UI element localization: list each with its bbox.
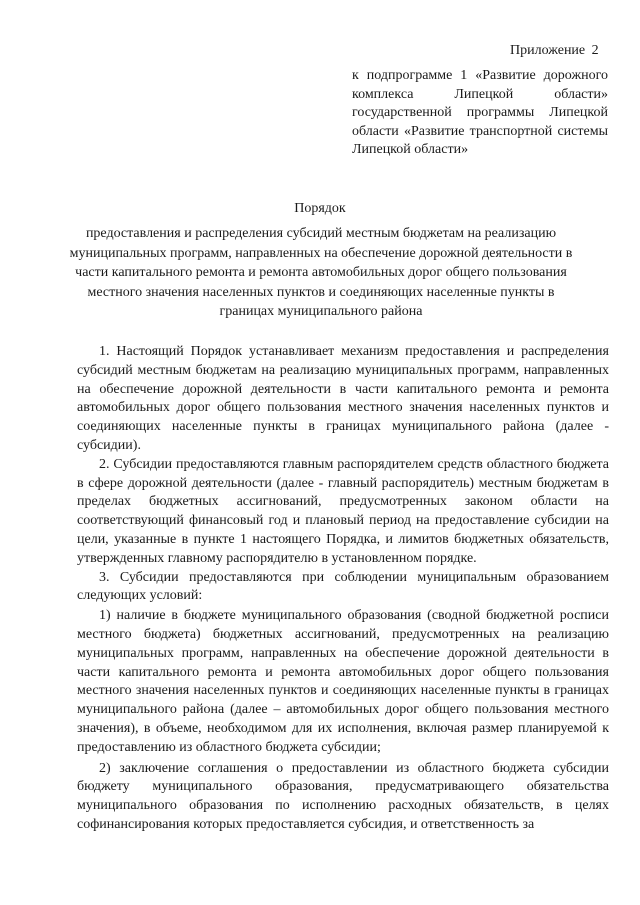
paragraph-1: 1. Настоящий Порядок устанавливает механизм предоставления и распределения субсидий местным бюджетам на реализацию муниципальных программ, направленных на обеспечение дорожной деятельности в части капитального ремонта и ремонта автомобильных дорог общего пользования местного значения населенных пунктов и соединяющих населенные пункты в границах муниципального района (далее - субсидии). bbox=[77, 344, 609, 453]
document-title: Порядок bbox=[294, 201, 346, 216]
paragraph-3-item-1: 1) наличие в бюджете муниципального образования (сводной бюджетной росписи местного бюджета) бюджетных ассигнований, предусмотренных на реализацию муниципальных программ, направленных на обеспечение дорожной деятельности в части капитального ремонта и ремонта автомобильных дорог общего пользования местного значения населенных пунктов и соединяющих населенные пункты в границах муниципального района (далее – автомобильных дорог общего пользования местного значения), в объеме, необходимом для их исполнения, включая размер планируемой к предоставлению из областного бюджета субсидии; bbox=[77, 608, 609, 755]
paragraph-3: 3. Субсидии предоставляются при соблюдении муниципальным образованием следующих условий: bbox=[77, 569, 609, 604]
appendix-title: Приложение 2 bbox=[510, 43, 599, 58]
paragraph-3-item-2: 2) заключение соглашения о предоставлении из областного бюджета субсидии бюджету муниципального образования, предусматривающего обязательства муниципального образования по исполнению расходных обязательств, в целях софинансирования которых предоставляется субсидия, и ответственность за bbox=[77, 760, 609, 832]
appendix-reference: к подпрограмме 1 «Развитие дорожного комплекса Липецкой области» государственной программы Липецкой области «Развитие транспортной системы Липецкой области» bbox=[352, 68, 608, 157]
document-subtitle: предоставления и распределения субсидий местным бюджетам на реализацию муниципальных программ, направленных на обеспечение дорожной деятельности в части капитального ремонта и ремонта автомобильных дорог общего пользования местного значения населенных пунктов и соединяющих населенные пункты в границах муниципального района bbox=[69, 226, 573, 320]
paragraph-2: 2. Субсидии предоставляются главным распорядителем средств областного бюджета в сфере дорожной деятельности (далее - главный распорядитель) местным бюджетам в пределах бюджетных ассигнований, предусмотренных законом области на соответствующий финансовый год и плановый период на предоставление субсидии на цели, указанные в пункте 1 настоящего Порядка, и лимитов бюджетных обязательств, утвержденных главному распорядителю в установленном порядке. bbox=[77, 456, 609, 566]
document-body bbox=[77, 343, 609, 835]
